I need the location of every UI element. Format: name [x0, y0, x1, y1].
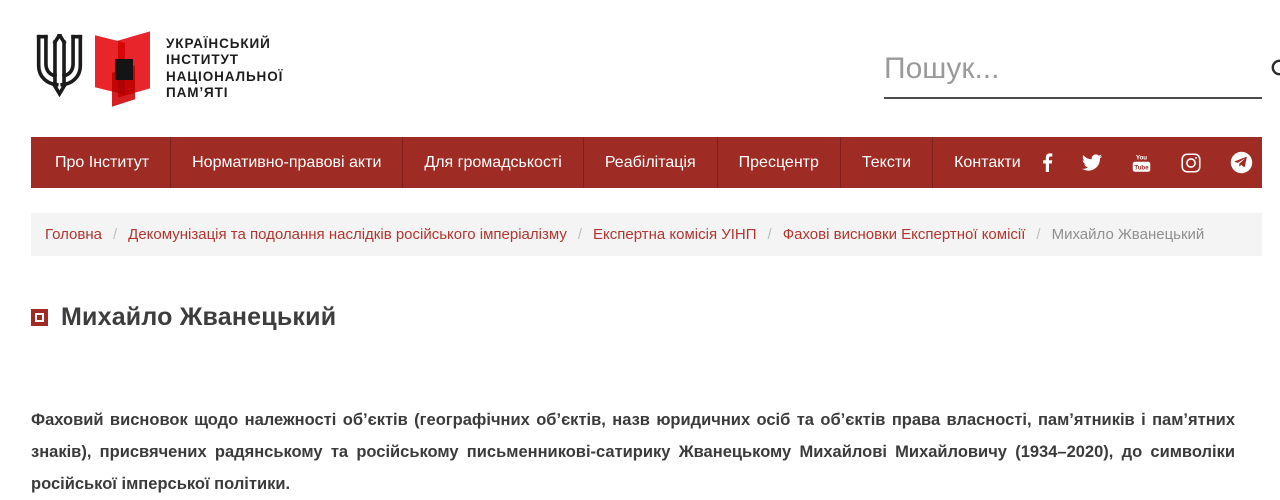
main-navigation — [31, 137, 1262, 188]
search-input[interactable] — [884, 52, 1270, 86]
title-bullet-icon — [31, 309, 48, 326]
breadcrumb-separator: / — [767, 226, 772, 243]
nav-item-legal-acts[interactable]: Нормативно-правові акти — [171, 137, 403, 188]
page-title: Михайло Жванецький — [61, 303, 337, 331]
breadcrumb-separator: / — [577, 226, 583, 243]
nav-item-rehabilitation[interactable]: Реабілітація — [584, 137, 718, 188]
breadcrumb — [31, 213, 1262, 256]
page-title-row — [31, 303, 1262, 332]
nav-item-press-center[interactable]: Пресцентр — [718, 137, 841, 188]
site-header — [31, 0, 1262, 137]
search-button[interactable] — [1270, 58, 1280, 86]
facebook-icon[interactable] — [1042, 153, 1053, 172]
nav-item-texts[interactable]: Тексти — [841, 137, 933, 188]
breadcrumb-separator: / — [1036, 226, 1041, 243]
institute-name-line: ПАМʼЯТІ — [166, 85, 229, 100]
search-box — [884, 52, 1262, 99]
svg-text:You: You — [1135, 154, 1147, 161]
breadcrumb-current-page: Михайло Жванецький — [1051, 226, 1205, 243]
svg-text:Tube: Tube — [1134, 163, 1149, 171]
institute-logomark-icon — [95, 35, 153, 103]
youtube-icon[interactable] — [1131, 152, 1152, 174]
expert-conclusion-paragraph: Фаховий висновок щодо належності обʼєктів (географічних обʼєктів, назв юридичних осіб та обʼєктів права власності, памʼятників і памʼятних знаків), присвячених радянському та російському письменникові-сатирику Жванецькому Михайлові Михайловичу (1934–2020), до символіки російської імперської політики. — [31, 411, 1235, 493]
social-links — [1042, 137, 1280, 188]
breadcrumb-decommunization[interactable]: Декомунізація та подолання наслідків російського імперіалізму — [128, 226, 567, 243]
nav-item-contacts[interactable]: Контакти — [954, 153, 1021, 171]
institute-name-line: ІНСТИТУТ — [166, 52, 239, 67]
telegram-icon[interactable] — [1230, 151, 1253, 174]
trident-icon — [31, 34, 88, 101]
nav-item-for-public[interactable]: Для громадськості — [403, 137, 583, 188]
breadcrumb-separator: / — [113, 226, 118, 243]
search-icon — [1270, 69, 1280, 84]
institute-name-line: УКРАЇНСЬКИЙ — [166, 35, 271, 51]
institute-name — [166, 36, 283, 102]
twitter-icon[interactable] — [1082, 154, 1102, 171]
nav-item-about[interactable]: Про Інститут — [31, 137, 171, 188]
instagram-icon[interactable] — [1181, 153, 1201, 173]
breadcrumb-expert-conclusions[interactable]: Фахові висновки Експертної комісії — [782, 226, 1026, 243]
institute-name-line: НАЦІОНАЛЬНОЇ — [166, 68, 284, 84]
breadcrumb-expert-commission[interactable]: Експертна комісія УІНП — [593, 226, 757, 243]
site-logo[interactable] — [31, 35, 283, 103]
breadcrumb-home[interactable]: Головна — [45, 226, 102, 243]
